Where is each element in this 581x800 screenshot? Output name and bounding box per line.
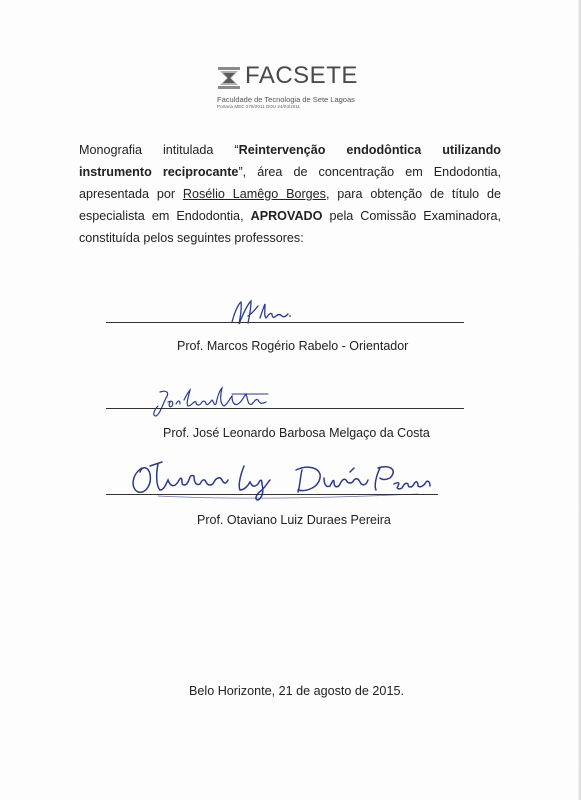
facsete-emblem-icon (217, 66, 241, 90)
signature-3 (128, 456, 434, 502)
after-author-text: , para obtenção de título de especialista em Endodontia, (79, 187, 501, 223)
logo-registration: Portaria MEC 278/2011 DOU 24/03/2011 (217, 104, 301, 109)
logo-subtitle: Faculdade de Tecnologia de Sete Lagoas (217, 95, 355, 104)
approval-paragraph (79, 139, 501, 249)
logo-name: FACSETE (245, 62, 358, 89)
closing-text: pela Comissão Examinadora, constituída pelos seguintes professores: (79, 209, 501, 245)
facsete-logo (217, 64, 367, 110)
signatory-2-caption: Prof. José Leonardo Barbosa Melgaço da Costa (163, 426, 430, 440)
author-name: Rosélio Lamêgo Borges (182, 187, 326, 201)
intro-text: Monografia intitulada “ (79, 143, 239, 157)
approved-label: APROVADO (250, 209, 323, 223)
signature-line-2 (106, 408, 464, 409)
signature-1 (226, 296, 296, 328)
signature-2 (148, 384, 272, 420)
signatory-3-caption: Prof. Otaviano Luiz Duraes Pereira (197, 513, 391, 527)
after-title-text: ”, área de concentração em Endodontia, apresentada por (79, 165, 502, 201)
date-line: Belo Horizonte, 21 de agosto de 2015. (189, 684, 404, 698)
signatory-1-caption: Prof. Marcos Rogério Rabelo - Orientador (177, 339, 409, 353)
signature-line-3 (106, 494, 438, 495)
monograph-title: Reintervenção endodôntica utilizando instrumento reciprocante (79, 143, 501, 179)
signature-line-1 (106, 322, 464, 323)
